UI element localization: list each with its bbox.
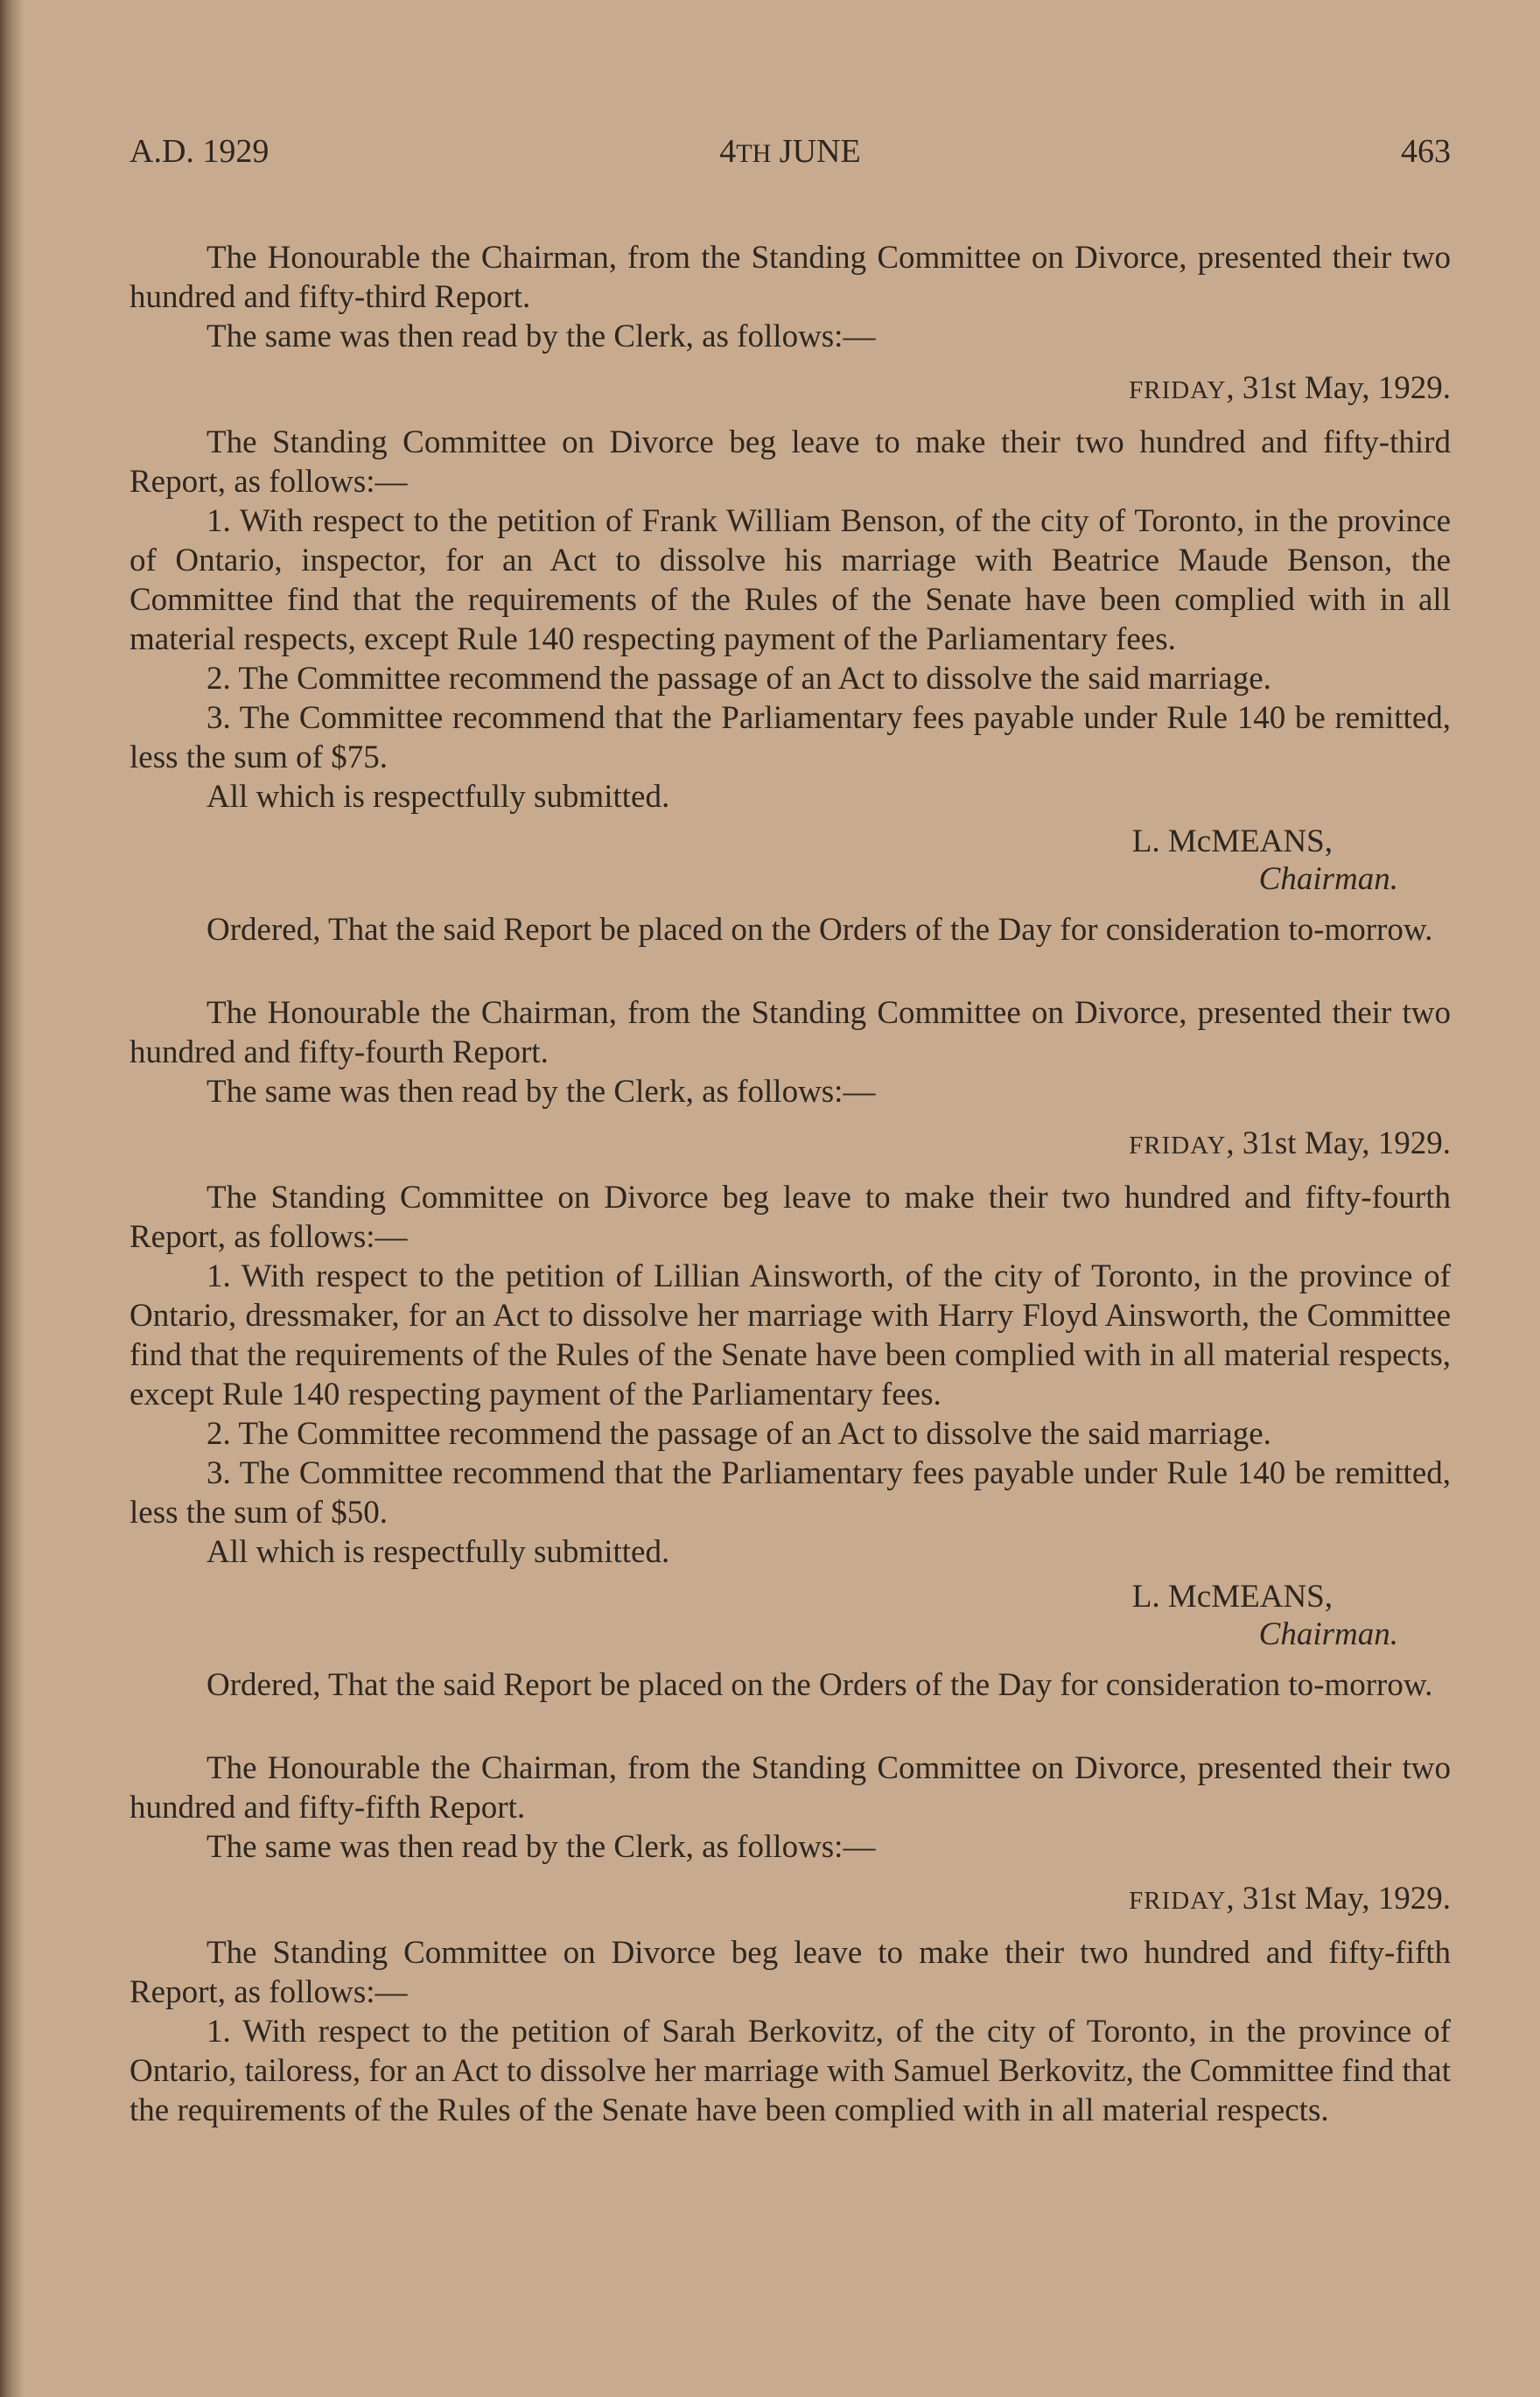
- report-item-2: 2. The Committee recommend the passage of an Act to dissolve the said marriage.: [206, 1416, 1271, 1452]
- header-date: 4TH JUNE: [719, 133, 861, 170]
- report-item-3: 3. The Committee recommend that the Parliamentary fees payable under Rule 140 be remitted, less the sum of $75.: [130, 700, 1451, 775]
- entry-read-line: The same was then read by the Clerk, as follows:—: [206, 1074, 876, 1110]
- entry-date: FRIDAY, 31st May, 1929.: [1129, 1881, 1451, 1917]
- report-item-2: 2. The Committee recommend the passage of an Act to dissolve the said marriage.: [206, 661, 1271, 697]
- report-item-1: 1. With respect to the petition of Sarah Berkovitz, of the city of Toronto, in the province of Ontario, tailoress, for an Act to dissolve her marriage with Samuel Berkovitz, the Committee find that the requirements of the Rules of the Senate have been complied with in all material respects.: [130, 2014, 1451, 2128]
- entry-read-line: The same was then read by the Clerk, as follows:—: [206, 1829, 876, 1865]
- signature-title: Chairman.: [1258, 1616, 1398, 1652]
- page-number: 463: [1401, 133, 1451, 170]
- report-preamble: The Standing Committee on Divorce beg leave to make their two hundred and fifty-fifth Report, as follows:—: [130, 1935, 1451, 2010]
- entry-intro: The Honourable the Chairman, from the Standing Committee on Divorce, presented their two hundred and fifty-fourth Report.: [130, 995, 1451, 1070]
- signature-name: L. McMEANS,: [1131, 1579, 1333, 1615]
- signature-name: L. McMEANS,: [1131, 824, 1333, 859]
- report-preamble: The Standing Committee on Divorce beg leave to make their two hundred and fifty-fourth Report, as follows:—: [130, 1180, 1451, 1255]
- submitted-line: All which is respectfully submitted.: [206, 779, 670, 815]
- report-item-1: 1. With respect to the petition of Frank William Benson, of the city of Toronto, in the province of Ontario, inspector, for an Act to dissolve his marriage with Beatrice Maude Benson, the Committee find that the requirements of the Rules of the Senate have been complied with in all material respects, except Rule 140 respecting payment of the Parliamentary fees.: [130, 503, 1451, 657]
- report-item-1: 1. With respect to the petition of Lillian Ainsworth, of the city of Toronto, in the province of Ontario, dressmaker, for an Act to dissolve her marriage with Harry Floyd Ainsworth, the Committee find that the requirements of the Rules of the Senate have been complied with in all material respects, except Rule 140 respecting payment of the Parliamentary fees.: [130, 1258, 1451, 1412]
- entry-date: FRIDAY, 31st May, 1929.: [1129, 1125, 1451, 1161]
- report-entry-254: [130, 993, 1451, 1705]
- report-entry-253: [130, 238, 1451, 950]
- entry-date: FRIDAY, 31st May, 1929.: [1129, 370, 1451, 406]
- report-preamble: The Standing Committee on Divorce beg leave to make their two hundred and fifty-third Report, as follows:—: [130, 424, 1451, 500]
- ordered-line: Ordered, That the said Report be placed on the Orders of the Day for consideration to-morrow.: [206, 1667, 1433, 1703]
- ordered-line: Ordered, That the said Report be placed on the Orders of the Day for consideration to-morrow.: [206, 912, 1433, 948]
- page-body: [130, 238, 1451, 2130]
- entry-intro: The Honourable the Chairman, from the Standing Committee on Divorce, presented their two hundred and fifty-fifth Report.: [130, 1750, 1451, 1826]
- running-header: [130, 130, 1451, 173]
- report-entry-255: [130, 1749, 1451, 2130]
- submitted-line: All which is respectfully submitted.: [206, 1534, 670, 1570]
- report-item-3: 3. The Committee recommend that the Parliamentary fees payable under Rule 140 be remitted, less the sum of $50.: [130, 1455, 1451, 1531]
- signature-title: Chairman.: [1258, 861, 1398, 897]
- entry-intro: The Honourable the Chairman, from the Standing Committee on Divorce, presented their two hundred and fifty-third Report.: [130, 240, 1451, 315]
- entry-read-line: The same was then read by the Clerk, as follows:—: [206, 319, 876, 354]
- header-year: A.D. 1929: [130, 133, 270, 170]
